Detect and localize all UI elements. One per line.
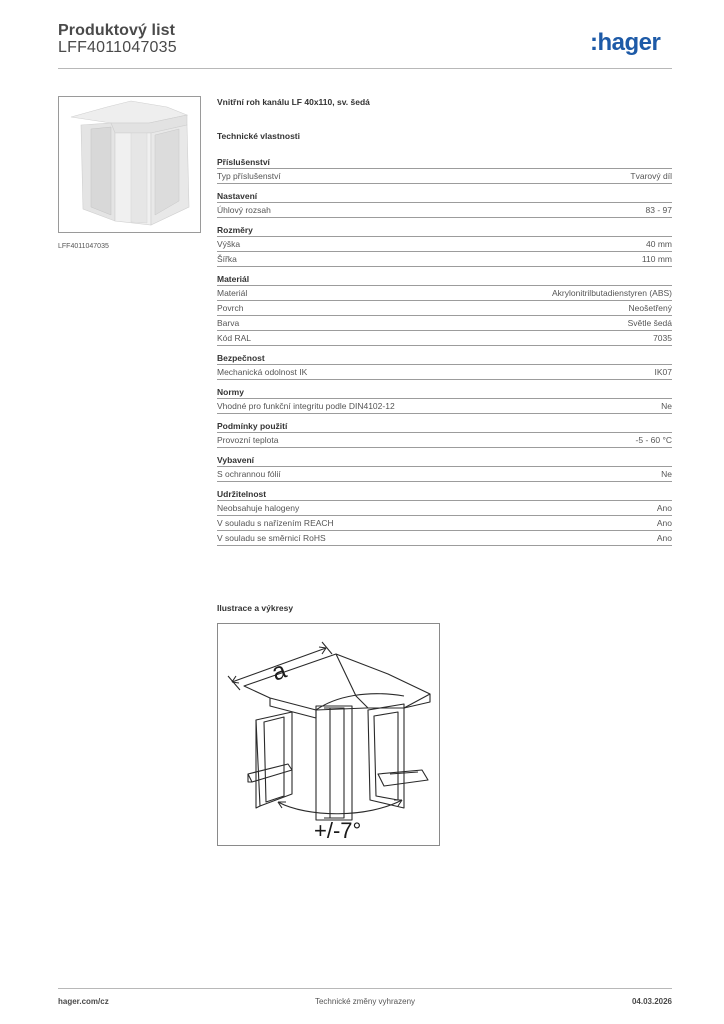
spec-value: Ano [656, 503, 672, 513]
product-details [217, 96, 672, 552]
footer-disclaimer: Technické změny vyhrazeny [314, 997, 416, 1006]
spec-row [217, 202, 672, 218]
page-footer [58, 997, 672, 1011]
spec-group-settings [217, 190, 672, 218]
spec-value: 40 mm [646, 239, 672, 249]
spec-row [217, 285, 672, 300]
spec-label: V souladu se směrnicí RoHS [217, 533, 326, 543]
spec-label: Vhodné pro funkční integritu podle DIN4102-12 [217, 401, 395, 411]
spec-value: Tvarový díl [630, 171, 672, 181]
spec-group-title: Vybavení [217, 455, 255, 465]
spec-row [217, 432, 672, 448]
illustrations-heading: Ilustrace a výkresy [217, 603, 294, 613]
spec-group-conditions [217, 420, 672, 448]
logo-text: :hager [590, 29, 661, 56]
product-thumbnail [58, 96, 201, 233]
spec-row [217, 530, 672, 546]
spec-label: Výška [217, 239, 241, 249]
spec-label: Barva [217, 318, 240, 328]
spec-value: Akrylonitrilbutadienstyren (ABS) [552, 288, 672, 298]
technical-properties-heading: Technické vlastnosti [217, 131, 300, 141]
spec-row [217, 515, 672, 530]
spec-group-title: Rozměry [217, 225, 253, 235]
spec-row [217, 315, 672, 330]
document-title: Produktový list [58, 22, 176, 39]
technical-drawing-svg [218, 624, 439, 845]
spec-group-title: Podmínky použití [217, 421, 288, 431]
spec-value: Ano [656, 518, 672, 528]
page-header [58, 22, 672, 68]
spec-value: 83 - 97 [645, 205, 672, 215]
product-name: Vnitřní roh kanálu LF 40x110, sv. šedá [217, 97, 370, 107]
spec-group-title: Příslušenství [217, 157, 270, 167]
spec-row [217, 300, 672, 315]
spec-label: Typ příslušenství [217, 171, 281, 181]
spec-group-title: Nastavení [217, 191, 258, 201]
spec-group-title: Bezpečnost [217, 353, 265, 363]
website-link[interactable]: hager.com/cz [58, 997, 109, 1006]
product-code: LFF4011047035 [58, 39, 177, 56]
spec-row [217, 500, 672, 515]
spec-group-safety [217, 352, 672, 380]
spec-row [217, 466, 672, 482]
spec-label: Povrch [217, 303, 244, 313]
footer-date: 04.03.2026 [631, 997, 672, 1006]
spec-group-standards [217, 386, 672, 414]
spec-group-title: Normy [217, 387, 244, 397]
spec-row [217, 168, 672, 184]
spec-group-material [217, 273, 672, 346]
spec-group-equipment [217, 454, 672, 482]
spec-value: 7035 [653, 333, 672, 343]
spec-value: Ne [661, 469, 672, 479]
spec-group-sustainability [217, 488, 672, 546]
spec-group-dimensions [217, 224, 672, 267]
spec-group-title: Udržitelnost [217, 489, 267, 499]
spec-label: Úhlový rozsah [217, 205, 271, 215]
spec-value: Světle šedá [627, 318, 672, 328]
spec-value: IK07 [654, 367, 672, 377]
hager-logo[interactable] [590, 28, 672, 56]
spec-label: S ochrannou fólií [217, 469, 281, 479]
header-divider [58, 68, 672, 69]
spec-row [217, 364, 672, 380]
spec-label: Provozní teplota [217, 435, 279, 445]
spec-value: Ne [661, 401, 672, 411]
spec-value: -5 - 60 °C [635, 435, 672, 445]
product-thumbnail-image [59, 97, 200, 232]
spec-row [217, 236, 672, 251]
dimension-label-a: a [268, 656, 290, 687]
technical-drawing [217, 623, 440, 846]
spec-label: Kód RAL [217, 333, 252, 343]
spec-group-title: Materiál [217, 274, 250, 284]
spec-row [217, 330, 672, 346]
spec-value: 110 mm [641, 254, 672, 264]
spec-label: Neobsahuje halogeny [217, 503, 300, 513]
spec-label: Šířka [217, 254, 237, 264]
spec-label: Mechanická odolnost IK [217, 367, 308, 377]
footer-divider [58, 988, 672, 989]
spec-label: V souladu s nařízením REACH [217, 518, 334, 528]
spec-row [217, 398, 672, 414]
angle-tolerance-label: +/-7° [314, 818, 362, 843]
spec-value: Ano [656, 533, 672, 543]
thumbnail-caption: LFF4011047035 [58, 243, 109, 250]
spec-group-accessories [217, 156, 672, 184]
spec-row [217, 251, 672, 267]
spec-value: Neošetřený [628, 303, 672, 313]
spec-label: Materiál [217, 288, 248, 298]
